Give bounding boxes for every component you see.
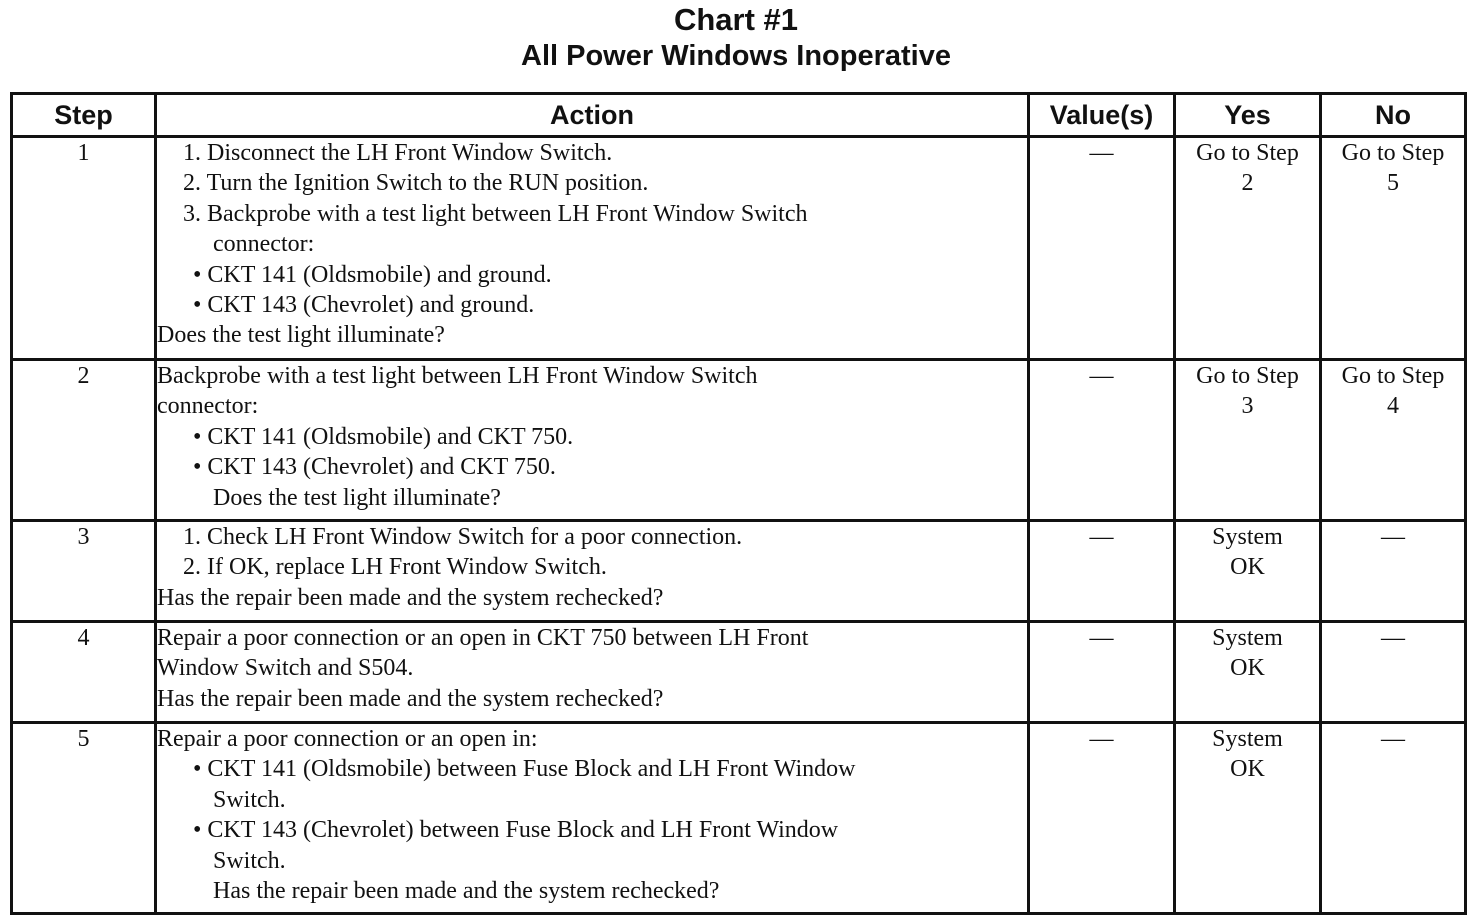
no-cell: — — [1321, 622, 1466, 723]
action-cell — [156, 521, 1029, 622]
action-line: 1. Disconnect the LH Front Window Switch. — [183, 140, 613, 166]
value-cell: — — [1029, 360, 1175, 521]
action-line: Repair a poor connection or an open in CKT 750 between LH Front — [157, 625, 809, 651]
yes-cell — [1175, 622, 1321, 723]
action-line: Switch. — [213, 786, 286, 813]
value-cell: — — [1029, 521, 1175, 622]
action-question: Does the test light illuminate? — [157, 322, 445, 349]
table-row — [12, 723, 1466, 914]
action-line: Window Switch and S504. — [157, 655, 414, 682]
no-cell — [1321, 137, 1466, 360]
yes-text: System — [1212, 726, 1283, 752]
yes-cell — [1175, 137, 1321, 360]
value-cell: — — [1029, 137, 1175, 360]
action-bullet: • CKT 143 (Chevrolet) and CKT 750. — [193, 454, 556, 481]
no-text: Go to Step — [1341, 140, 1445, 166]
action-line: connector: — [157, 393, 259, 420]
yes-step: 2 — [1241, 170, 1254, 197]
step-number: 2 — [12, 360, 156, 521]
action-line: Backprobe with a test light between LH Front Window Switch — [157, 363, 758, 389]
page-subtitle: All Power Windows Inoperative — [521, 40, 951, 72]
yes-text: Go to Step — [1196, 140, 1299, 166]
column-header-values: Value(s) — [1029, 94, 1175, 137]
table-header-row — [12, 94, 1466, 137]
step-number: 5 — [12, 723, 156, 914]
table-row — [12, 360, 1466, 521]
table-row — [12, 521, 1466, 622]
yes-text: System — [1212, 625, 1283, 651]
value-cell: — — [1029, 622, 1175, 723]
no-cell — [1321, 360, 1466, 521]
yes-text: System — [1212, 524, 1283, 550]
diagnostic-table — [10, 92, 1467, 915]
yes-step: 3 — [1241, 393, 1254, 420]
step-number: 4 — [12, 622, 156, 723]
action-line: connector: — [213, 231, 315, 258]
table-row — [12, 137, 1466, 360]
action-question: Has the repair been made and the system rechecked? — [157, 685, 664, 712]
no-step: 4 — [1387, 393, 1399, 420]
yes-text-2: OK — [1230, 756, 1265, 783]
action-line: 2. Turn the Ignition Switch to the RUN position. — [183, 170, 649, 197]
yes-text-2: OK — [1230, 554, 1265, 581]
action-question: Has the repair been made and the system rechecked? — [213, 878, 720, 905]
yes-cell — [1175, 360, 1321, 521]
no-cell: — — [1321, 723, 1466, 914]
step-number: 3 — [12, 521, 156, 622]
yes-text: Go to Step — [1196, 363, 1299, 389]
action-bullet: • CKT 141 (Oldsmobile) between Fuse Block and LH Front Window — [193, 756, 856, 783]
chart-header — [0, 0, 1472, 74]
action-bullet: • CKT 141 (Oldsmobile) and CKT 750. — [193, 423, 574, 450]
column-header-action: Action — [156, 94, 1029, 137]
column-header-step: Step — [12, 94, 156, 137]
action-line: Repair a poor connection or an open in: — [157, 726, 538, 752]
action-question: Has the repair been made and the system rechecked? — [157, 584, 664, 611]
action-bullet: • CKT 141 (Oldsmobile) and ground. — [193, 261, 552, 288]
column-header-yes: Yes — [1175, 94, 1321, 137]
action-line: 2. If OK, replace LH Front Window Switch. — [183, 554, 607, 581]
action-cell — [156, 622, 1029, 723]
action-line: 1. Check LH Front Window Switch for a poor connection. — [183, 524, 743, 550]
no-text: Go to Step — [1341, 363, 1445, 389]
action-cell — [156, 723, 1029, 914]
action-cell — [156, 137, 1029, 360]
table-row — [12, 622, 1466, 723]
action-line: Switch. — [213, 847, 286, 874]
yes-cell — [1175, 521, 1321, 622]
step-number: 1 — [12, 137, 156, 360]
page-title: Chart #1 — [673, 2, 799, 37]
action-bullet: • CKT 143 (Chevrolet) and ground. — [193, 292, 535, 319]
yes-text-2: OK — [1230, 655, 1265, 682]
column-header-no: No — [1321, 94, 1466, 137]
no-step: 5 — [1387, 170, 1399, 197]
no-cell: — — [1321, 521, 1466, 622]
action-bullet: • CKT 143 (Chevrolet) between Fuse Block and LH Front Window — [193, 817, 839, 844]
yes-cell — [1175, 723, 1321, 914]
action-line: 3. Backprobe with a test light between LH Front Window Switch — [183, 200, 808, 227]
action-cell — [156, 360, 1029, 521]
value-cell: — — [1029, 723, 1175, 914]
action-question: Does the test light illuminate? — [213, 484, 501, 511]
